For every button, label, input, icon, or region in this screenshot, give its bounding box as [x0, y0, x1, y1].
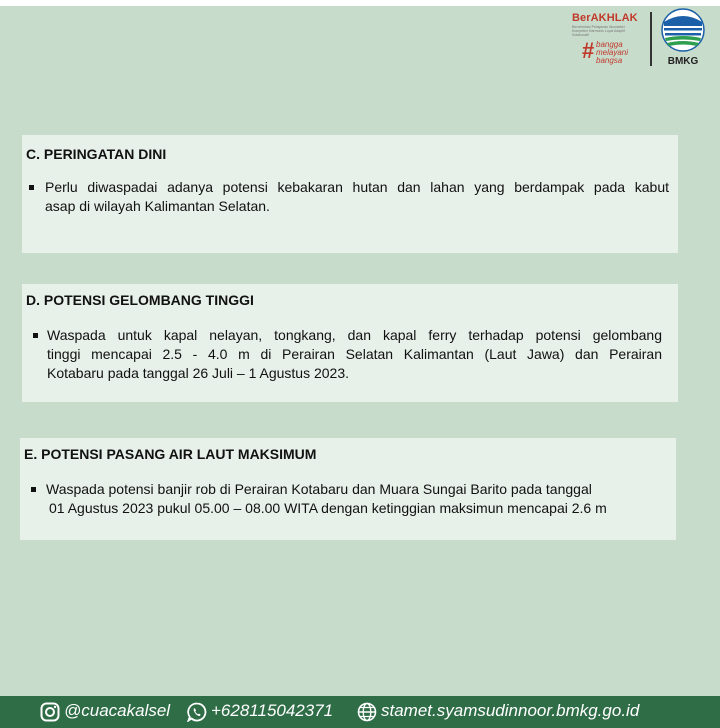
hashtag-icon: # — [582, 38, 595, 63]
bullet-icon — [29, 185, 34, 190]
text-line: Waspada potensi banjir rob di Perairan Kotabaru dan Muara Sungai Barito pada tanggal — [46, 481, 592, 497]
website-link[interactable]: stamet.syamsudinnoor.bmkg.go.id — [381, 701, 640, 720]
text-line: Perlu diwaspadai adanya potensi kebakaran hutan dan lahan yang berdampak pada kabut — [45, 179, 669, 195]
section-title: E. POTENSI PASANG AIR LAUT MAKSIMUM — [24, 446, 317, 462]
section-text — [46, 480, 674, 518]
text-line: tinggi mencapai 2.5 - 4.0 m di Perairan Selatan Kalimantan (Laut Jawa) dan Perairan — [47, 346, 662, 362]
bangga-line-3: bangsa — [596, 56, 623, 65]
section-text — [45, 178, 669, 216]
section-card-peringatan-dini — [22, 135, 678, 253]
bangga-line-2: melayani — [596, 48, 629, 57]
text-line: asap di wilayah Kalimantan Selatan. — [45, 198, 270, 214]
instagram-icon[interactable] — [40, 702, 60, 722]
instagram-handle-link[interactable]: @cuacakalsel — [64, 701, 171, 720]
text-line: 01 Agustus 2023 pukul 05.00 – 08.00 WITA dengan ketinggian maksimun mencapai 2.6 m — [49, 500, 607, 516]
bullet-icon — [33, 333, 38, 338]
bmkg-label: BMKG — [667, 56, 699, 67]
logo-divider — [650, 12, 652, 66]
text-line: Waspada untuk kapal nelayan, tongkang, dan kapal ferry terhadap potensi gelombang — [47, 327, 662, 343]
section-card-gelombang-tinggi — [22, 284, 678, 402]
section-title: C. PERINGATAN DINI — [26, 146, 167, 162]
section-title: D. POTENSI GELOMBANG TINGGI — [26, 292, 254, 308]
bangga-line-1: bangga — [596, 40, 623, 49]
berakhlak-title: BerAKHLAK — [572, 12, 638, 24]
footer-bar — [0, 696, 720, 728]
whatsapp-icon[interactable] — [187, 702, 207, 722]
top-strip — [0, 0, 720, 6]
globe-icon[interactable] — [357, 702, 377, 722]
whatsapp-number-link[interactable]: +628115042371 — [211, 701, 334, 720]
section-card-pasang-air-laut — [20, 438, 676, 540]
berakhlak-tagline: Berorientasi Pelayanan Akuntabel Kompeten Harmonis Loyal Adaptif Kolaboratif — [572, 25, 625, 37]
text-line: Kotabaru pada tanggal 26 Juli – 1 Agustus 2023. — [47, 365, 350, 381]
header-logos — [572, 8, 714, 70]
bangga-melayani-bangsa-logo — [582, 38, 642, 68]
section-text — [47, 326, 662, 383]
bullet-icon — [31, 487, 36, 492]
berakhlak-logo — [572, 12, 644, 70]
